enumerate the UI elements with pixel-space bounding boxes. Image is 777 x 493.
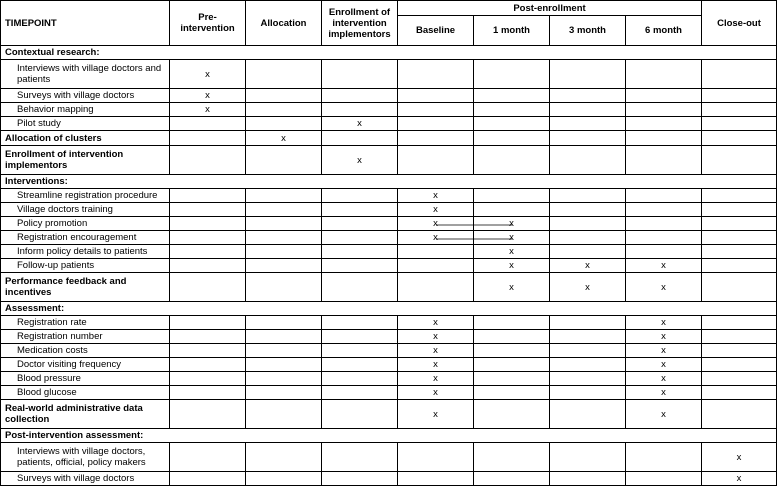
cell-mark: x: [398, 316, 474, 330]
cell-mark: x: [322, 146, 398, 175]
header-3-month: 3 month: [550, 16, 626, 46]
cell-mark: x: [626, 386, 702, 400]
row-label: Registration number: [1, 330, 170, 344]
table-row: [1, 273, 777, 302]
row-label: Interviews with village doctors, patients, official, policy makers: [1, 443, 170, 472]
table-row: [1, 217, 777, 231]
table-row: [1, 358, 777, 372]
row-label-enrollment: Enrollment of intervention implementors: [1, 146, 170, 175]
cell-mark: x: [398, 203, 474, 217]
cell-mark: x: [398, 231, 474, 245]
table-row: [1, 344, 777, 358]
cell-mark: x: [626, 344, 702, 358]
cell-mark: x: [398, 217, 474, 231]
cell-mark: x: [626, 259, 702, 273]
row-label: Blood glucose: [1, 386, 170, 400]
row-label: Surveys with village doctors: [1, 89, 170, 103]
table-row: [1, 372, 777, 386]
table-row: [1, 189, 777, 203]
section-row: [1, 429, 777, 443]
row-label-performance: Performance feedback and incentives: [1, 273, 170, 302]
table-row: [1, 131, 777, 146]
table-row: [1, 231, 777, 245]
table-row: [1, 103, 777, 117]
header-6-month: 6 month: [626, 16, 702, 46]
header-1-month: 1 month: [474, 16, 550, 46]
header-baseline: Baseline: [398, 16, 474, 46]
cell-mark: x: [398, 386, 474, 400]
row-label: Streamline registration procedure: [1, 189, 170, 203]
table-row: [1, 472, 777, 486]
table-row: [1, 203, 777, 217]
table-row: [1, 316, 777, 330]
cell-mark: x: [474, 259, 550, 273]
section-row: [1, 175, 777, 189]
table-row: [1, 386, 777, 400]
row-label: Follow-up patients: [1, 259, 170, 273]
row-label: Policy promotion: [1, 217, 170, 231]
cell-mark: x: [398, 330, 474, 344]
cell-mark: x: [550, 273, 626, 302]
table-row: [1, 89, 777, 103]
row-label: Blood pressure: [1, 372, 170, 386]
row-label: Interviews with village doctors and patients: [1, 60, 170, 89]
cell-mark: x: [474, 245, 550, 259]
cell-mark: x: [626, 372, 702, 386]
row-label: Doctor visiting frequency: [1, 358, 170, 372]
row-label: Registration rate: [1, 316, 170, 330]
cell-mark: x: [398, 189, 474, 203]
cell-mark: x: [702, 472, 777, 486]
section-post-assessment: Post-intervention assessment:: [1, 429, 777, 443]
cell-mark: x: [246, 131, 322, 146]
section-interventions: Interventions:: [1, 175, 777, 189]
row-label: Surveys with village doctors: [1, 472, 170, 486]
table-row: [1, 117, 777, 131]
cell-mark: x: [170, 103, 246, 117]
table-row: [1, 400, 777, 429]
cell-mark: x: [474, 217, 550, 231]
cell-mark: x: [626, 316, 702, 330]
cell-mark: x: [474, 273, 550, 302]
cell-mark: x: [398, 372, 474, 386]
row-label: Medication costs: [1, 344, 170, 358]
cell-mark: x: [702, 443, 777, 472]
cell-mark: x: [474, 231, 550, 245]
row-label: Behavior mapping: [1, 103, 170, 117]
cell-mark: x: [170, 89, 246, 103]
header-post-enrollment: Post-enrollment: [398, 1, 702, 16]
table-row: [1, 146, 777, 175]
cell-mark: x: [626, 330, 702, 344]
cell-mark: x: [170, 60, 246, 89]
section-assessment: Assessment:: [1, 302, 777, 316]
cell-mark: x: [626, 273, 702, 302]
header-enrollment: Enrollment of intervention implementors: [322, 1, 398, 46]
cell-mark: x: [626, 400, 702, 429]
section-row: [1, 46, 777, 60]
row-label-real-world: Real-world administrative data collection: [1, 400, 170, 429]
header-timepoint: TIMEPOINT: [1, 1, 170, 46]
header-close-out: Close-out: [702, 1, 777, 46]
row-label-allocation: Allocation of clusters: [1, 131, 170, 146]
cell-mark: x: [626, 358, 702, 372]
cell-mark: x: [322, 117, 398, 131]
table-row: [1, 245, 777, 259]
cell-mark: x: [398, 344, 474, 358]
row-label: Registration encouragement: [1, 231, 170, 245]
table-row: [1, 60, 777, 89]
cell-mark: x: [550, 259, 626, 273]
row-label: Pilot study: [1, 117, 170, 131]
header-pre-intervention: Pre-intervention: [170, 1, 246, 46]
table-row: [1, 259, 777, 273]
section-contextual: Contextual research:: [1, 46, 777, 60]
row-label: Village doctors training: [1, 203, 170, 217]
cell-mark: x: [398, 358, 474, 372]
row-label: Inform policy details to patients: [1, 245, 170, 259]
section-row: [1, 302, 777, 316]
cell-mark: x: [398, 400, 474, 429]
table-row: [1, 443, 777, 472]
header-allocation: Allocation: [246, 1, 322, 46]
table-row: [1, 330, 777, 344]
